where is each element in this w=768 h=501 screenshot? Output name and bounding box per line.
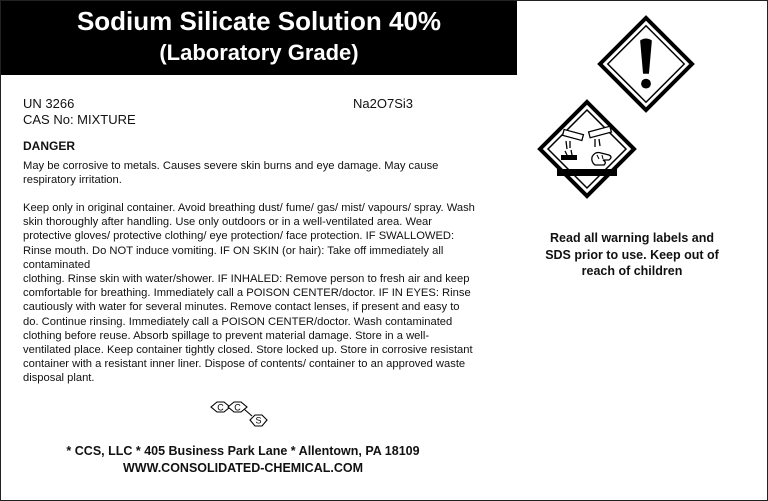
company-logo <box>209 396 269 432</box>
logo-letter-c2: C <box>234 402 241 413</box>
corrosion-icon <box>537 99 637 199</box>
warning-notice: Read all warning labels and SDS prior to use. Keep out of reach of children <box>545 231 719 278</box>
un-number: UN 3266 <box>23 96 75 111</box>
company-website: WWW.CONSOLIDATED-CHEMICAL.COM <box>122 461 363 475</box>
hazard-statements: May be corrosive to metals. Causes severe skin burns and eye damage. May cause respiratory irritation. <box>23 160 439 187</box>
product-title: Sodium Silicate Solution 40% <box>76 6 442 36</box>
company-address: * CCS, LLC * 405 Business Park Lane * Allentown, PA 18109 <box>66 444 420 458</box>
logo-letter-s: S <box>255 415 262 426</box>
cas-number: CAS No: MIXTURE <box>23 112 136 127</box>
logo-letter-c1: C <box>217 402 224 413</box>
precautionary-statements: Keep only in original container. Avoid breathing dust/ fume/ gas/ mist/ vapours/ spray. Wash skin thoroughly after handling. Use only outdoors or in a well-ventilated area. Wear protective gloves/ protective clothing/ eye protection/ face protection. IF SWALLOWED: Rinse mouth. Do NOT induce vomiting. IF ON SKIN (or hair): Take off immediately all contaminated clothing. Rinse skin with water/shower. IF INHALED: Remove person to fresh air and keep comfortable for breathing. Immediately call a POISON CENTER/doctor. IF IN EYES: Rinse cautiously with water for several minutes. Remove contact lenses, if present and easy to do. Continue rinsing. Immediately call a POISON CENTER/doctor. Wash contaminated clothing before reuse. Absorb spillage to prevent material damage. Store in a well-ventilated place. Keep container tightly closed. Store locked up. Store in corrosive resistant container with a resistant inner liner. Dispose of contents/ container to an approved waste disposal plant. <box>23 202 475 385</box>
product-grade: (Laboratory Grade) <box>159 40 359 65</box>
signal-word: DANGER <box>23 139 76 153</box>
chemical-formula: Na2O7Si3 <box>353 96 413 111</box>
title-banner <box>1 1 517 75</box>
